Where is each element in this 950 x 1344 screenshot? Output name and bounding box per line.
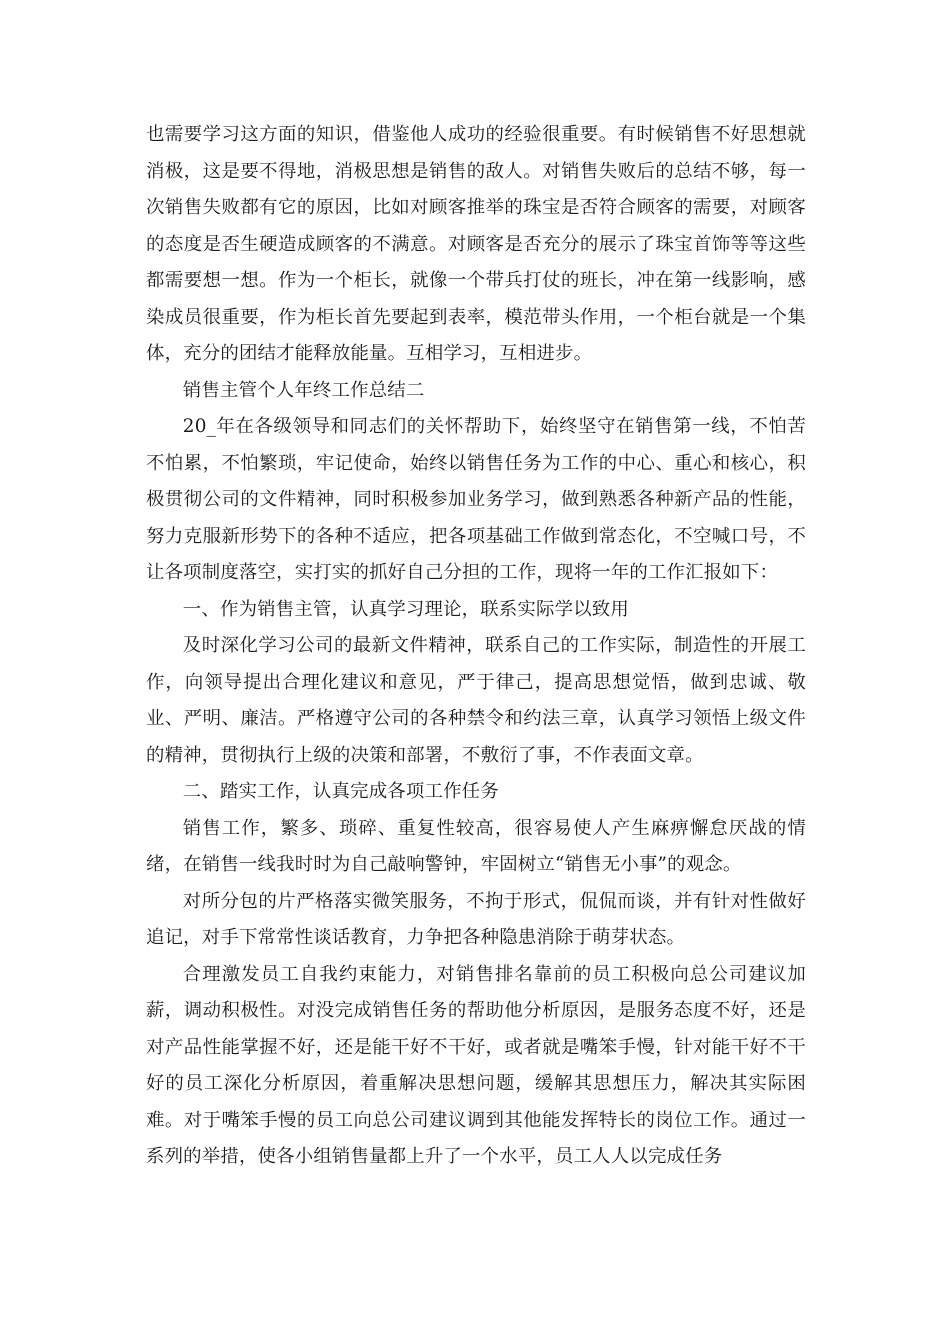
- paragraph-sales-work: 销售工作，繁多、琐碎、重复性较高，很容易使人产生麻痹懈怠厌战的情绪，在销售一线我时时为自己敲响警钟，牢固树立“销售无小事”的观念。: [146, 817, 806, 875]
- paragraph-study: 及时深化学习公司的最新文件精神，联系自己的工作实际，制造性的开展工作，向领导提出合理化建议和意见，严于律己，提高思想觉悟，做到忠诚、敬业、严明、廉洁。严格遵守公司的各种禁令和约法三章，认真学习领悟上级文件的精神，贯彻执行上级的决策和部署，不敷衍了事，不作表面文章。: [146, 635, 806, 766]
- section-title: 销售主管个人年终工作总结二: [182, 379, 425, 401]
- document-body: [146, 117, 806, 1176]
- paragraph-motivation: 合理激发员工自我约束能力，对销售排名靠前的员工积极向总公司建议加薪，调动积极性。对没完成销售任务的帮助他分析原因，是服务态度不好，还是对产品性能掌握不好，还是能干好不干好，或者就是嘴笨手慢，针对能干好不干好的员工深化分析原因，着重解决思想问题，缓解其思想压力，解决其实际困难。对于嘴笨手慢的员工向总公司建议调到其他能发挥特长的岗位工作。通过一系列的举措，使各小组销售量都上升了一个水平，员工人人以完成任务: [146, 963, 806, 1167]
- paragraph-continuation: 也需要学习这方面的知识，借鉴他人成功的经验很重要。有时候销售不好思想就消极，这是要不得地，消极思想是销售的敌人。对销售失败后的总结不够，每一次销售失败都有它的原因，比如对顾客推举的珠宝是否符合顾客的需要，对顾客的态度是否生硬造成顾客的不满意。对顾客是否充分的展示了珠宝首饰等等这些都需要想一想。作为一个柜长，就像一个带兵打仗的班长，冲在第一线影响，感染成员很重要，作为柜长首先要起到表率，模范带头作用，一个柜台就是一个集体，充分的团结才能释放能量。互相学习，互相进步。: [146, 124, 806, 364]
- section-heading-one: 一、作为销售主管，认真学习理论，联系实际学以致用: [182, 598, 629, 620]
- paragraph-intro: 20_年在各级领导和同志们的关怀帮助下，始终坚守在销售第一线，不怕苦不怕累，不怕繁琐，牢记使命，始终以销售任务为工作的中心、重心和核心，积极贯彻公司的文件精神，同时积极参加业务学习，做到熟悉各种新产品的性能，努力克服新形势下的各种不适应，把各项基础工作做到常态化，不空喊口号，不让各项制度落空，实打实的抓好自己分担的工作，现将一年的工作汇报如下：: [146, 416, 806, 583]
- paragraph-service: 对所分包的片严格落实微笑服务，不拘于形式，侃侃而谈，并有针对性做好追记，对手下常常性谈话教育，力争把各种隐患消除于萌芽状态。: [146, 890, 806, 948]
- section-heading-two: 二、踏实工作，认真完成各项工作任务: [182, 781, 499, 802]
